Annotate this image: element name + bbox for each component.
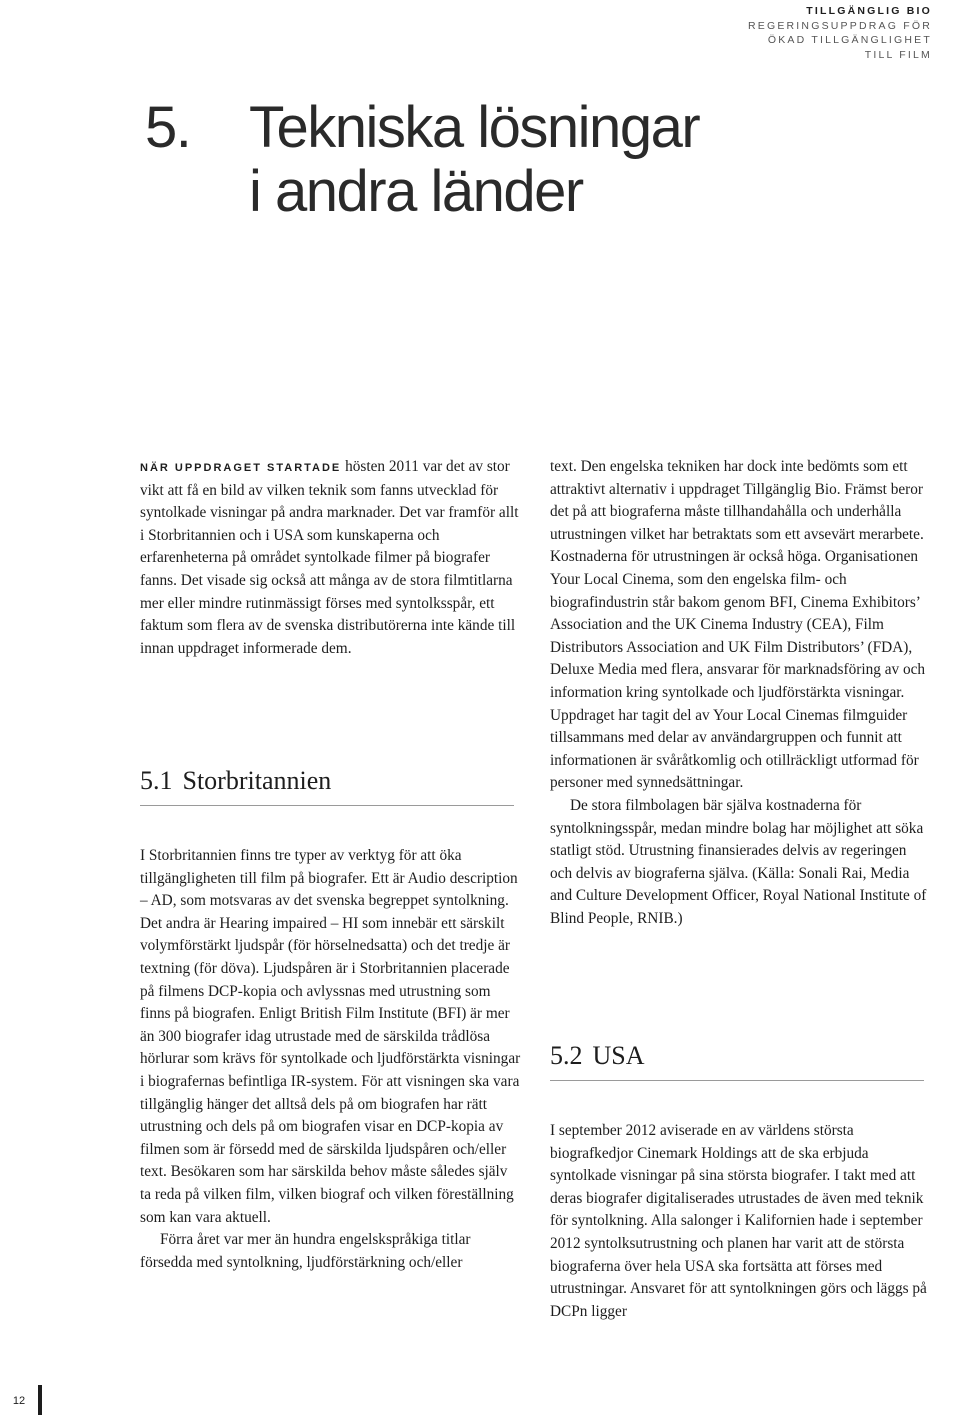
- section-number: 5.2: [550, 1041, 583, 1070]
- intro-paragraph: [140, 456, 522, 660]
- paragraph: Förra året var mer än hundra engelskspråkiga titlar försedda med syntolkning, ljudförstärkning och/eller: [140, 1231, 471, 1271]
- header-title: TILLGÄNGLIG BIO: [806, 5, 932, 17]
- intro-text: hösten 2011 var det av stor vikt att få en bild av vilken teknik som fanns utvecklad för syntolkade visningar på andra marknader. Det var framför allt i Storbritannien och i USA som kunskaperna och erfarenheterna på området syntolkade filmer på biografer fanns. Det visade sig också att många av de stora filmtitlarna mer eller mindre rutinmässigt förses med syntolksspår, ett faktum som flera av de svenska distributörerna inte kände till innan uppdraget informerade dem.: [140, 458, 519, 657]
- chapter-title-line-1: Tekniska lösningar: [249, 95, 700, 160]
- header-line-2: ÖKAD TILLGÄNGLIGHET: [767, 34, 932, 47]
- section-heading-storbritannien: [140, 766, 331, 796]
- section-title: Storbritannien: [182, 766, 332, 795]
- section-rule: [550, 1080, 924, 1081]
- chapter-title: [249, 96, 869, 224]
- running-header: [748, 4, 932, 62]
- header-line-3: TILL FILM: [864, 48, 932, 61]
- paragraph: De stora filmbolagen bär själva kostnaderna för syntolkningsspår, medan mindre bolag har möjlighet att söka statligt stöd. Utrustning finansierades delvis av regeringen och delvis av biograferna själva. (Källa: Sonali Rai, Media and Culture Development Officer, Royal National Institute of Blind People, RNIB.): [550, 796, 927, 927]
- section-title: USA: [592, 1041, 645, 1070]
- right-column: [550, 456, 930, 930]
- section-heading-usa: [550, 1041, 645, 1071]
- right-column-section: [550, 1120, 930, 1323]
- paragraph: text. Den engelska tekniken har dock inte bedömts som ett attraktivt alternativ i uppdraget Tillgänglig Bio. Främst beror det på att biograferna måste tillhandahålla och underhålla utrustningen vilket har betraktats som ett avsevärt merarbete. Kostnaderna för utrustningen är också höga. Organisationen Your Local Cinema, som den engelska film- och biografindustrin står bakom genom BFI, Cinema Exhibitors’ Association and the UK Cinema Industry (CEA), Film Distributors Association and UK Film Distributors’ (FDA), Deluxe Media med flera, ansvarar för marknadsföring av och information kring syntolkade och ljudförstärkta visningar. Uppdraget har tagit del av Your Local Cinemas filmguider tillsammans med delar av användargruppen och funnit att informationen är svåråtkomlig och otillräckligt utformad för personer med synnedsättningar.: [550, 458, 926, 792]
- header-line-1: REGERINGSUPPDRAG FÖR: [747, 19, 932, 32]
- section-rule: [140, 805, 514, 806]
- chapter-number: 5.: [145, 95, 191, 160]
- chapter-title-line-2: i andra länder: [249, 159, 583, 224]
- paragraph: I Storbritannien finns tre typer av verktyg för att öka tillgängligheten till film på biografer. Ett är Audio description – AD, som motsvaras av det svenska begreppet syntolkning. Det andra är Hearing impaired – HI som innebär ett särskilt volymförstärkt ljudspår (för hörselnedsatta) och det tredje är textning (för döva). Ljudspåren är i Storbritannien placerade på filmens DCP-kopia och avlyssnas med utrustning som finns på biografen. Enligt British Film Institute (BFI) är mer än 300 biografer idag utrustade med de särskilda trådlösa hörlurar som krävs för syntolkade och ljudförstärkta visningar i biografernas befintliga IR-system. För att visningen ska vara tillgänglig hänger det alltså dels på om biografen har rätt utrustning och dels på om biografen visar en DCP-kopia av filmen som är försedd med de särskilda ljudspåren och/eller text. Besökaren som har särskilda behov måste således själv ta reda på vilken film, vilken biograf och vilken föreställning som kan vara aktuell.: [140, 847, 521, 1226]
- intro-lead: NÄR UPPDRAGET STARTADE: [140, 462, 342, 474]
- paragraph: I september 2012 aviserade en av världens största biografkedjor Cinemark Holdings att de ska erbjuda syntolkade visningar på sina största biografer. I takt med att deras biografer digitaliserades utrustades de även med teknik för syntolkning. Alla salonger i Kalifornien hade i september 2012 syntolksutrustning och planen har varit att de största biograferna över hela USA ska fortsätta att förses med utrustningar. Ansvaret för att syntolkningen görs och läggs på DCPn ligger: [550, 1122, 927, 1320]
- page-marker-bar: [38, 1385, 42, 1415]
- page-number: 12: [12, 1395, 26, 1407]
- left-column: [140, 456, 522, 660]
- section-number: 5.1: [140, 766, 173, 795]
- left-column-section: [140, 845, 522, 1274]
